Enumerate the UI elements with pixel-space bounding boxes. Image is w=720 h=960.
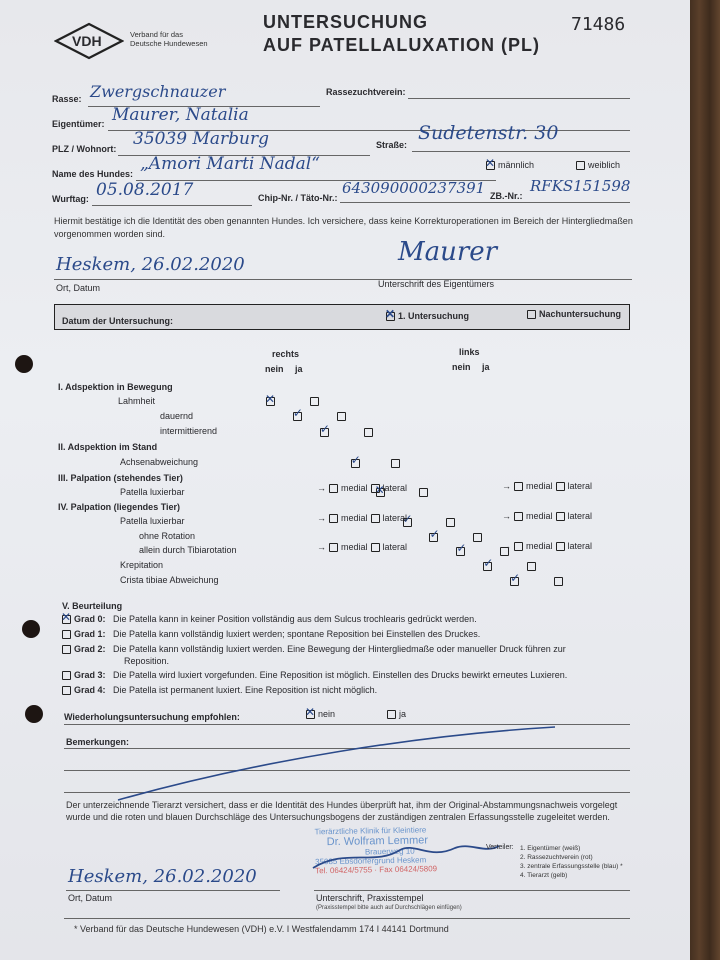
rechts-dauernd-ja[interactable] [337,412,346,421]
links-stehend-direction: → medial lateral [502,481,593,491]
rasse-label: Rasse: [52,94,82,104]
rechts-liegend-direction: → medial lateral [317,513,408,523]
repeat-ja-checkbox[interactable] [387,710,396,719]
rechts-krepitation-nein[interactable] [483,562,492,571]
punch-hole [22,620,40,638]
rechts-stehend-medial-checkbox[interactable] [329,484,338,493]
sex-male-option[interactable] [486,160,534,170]
repeat-nein-label: nein [318,709,336,719]
grade-1-text: Die Patella kann vollständig luxiert werden; spontane Reposition bei Einstellen des Druckes. [113,629,481,639]
grade-0-checkbox[interactable] [62,615,71,624]
medial-label: medial [341,513,368,523]
vet-declaration-text: Der unterzeichnende Tierarzt versichert, dass er die Identität des Hundes überprüft hat, ihm der Original-Abstammungsnachweis vorgelegt wurde und die roten und blauen Durchschläge des Untersuchungsbogens der zuständigen zentralen Erfassungsstelle zugeleitet werden. [66,800,618,822]
patella-liegend-label: Patella luxierbar [120,516,185,526]
grade-4-checkbox[interactable] [62,686,71,695]
repeat-nein-checkbox[interactable] [306,710,315,719]
rechts-crista-nein[interactable] [510,577,519,586]
rechts-stehend-lateral-checkbox[interactable] [371,484,380,493]
owner-confirmation-text: Hiermit bestätige ich die Identität des oben genannten Hundes. Ich versichere, dass keine Korrekturoperationen im Bereich der Hintergliedmaßen vorgenommen worden sind. [54,216,633,239]
male-checkbox[interactable] [486,161,495,170]
ohne-rotation-label: ohne Rotation [139,531,196,541]
stamp-line3: Brauerweg 10 [364,846,415,857]
owner-signature: Maurer [398,237,498,267]
plz-wohnort-label: PLZ / Wohnort: [52,144,117,154]
medial-label: medial [526,481,553,491]
grade-3-checkbox[interactable] [62,671,71,680]
verteiler-item: 1. Eigentümer (weiß) [520,845,581,852]
section-4-label: IV. Palpation (liegendes Tier) [58,502,181,512]
rechts-tibia-direction: → medial lateral [317,542,408,552]
medial-label: medial [341,483,368,493]
rechts-tibiarotation-nein[interactable] [456,547,465,556]
stamp-line1: Tierärztliche Klinik für Kleintiere [314,825,427,837]
punch-hole [25,705,43,723]
repeat-nein-option[interactable] [306,709,335,719]
strasse-label: Straße: [376,140,408,150]
intermittierend-label: intermittierend [160,426,218,436]
lateral-label: lateral [382,542,408,552]
tibiarotation-label: allein durch Tibiarotation [139,545,237,555]
vet-signature-note: (Praxisstempel bitte auch auf Durchschlägen einfügen) [316,905,462,911]
chip-label: Chip-Nr. / Täto-Nr.: [258,193,338,203]
exam-date-label: Datum der Untersuchung: [62,316,174,326]
links-stehend-medial-checkbox[interactable] [514,482,523,491]
rechts-stehend-direction: → medial lateral [317,483,408,493]
medial-label: medial [526,541,553,551]
repeat-ja-option[interactable] [387,709,406,719]
grade-0-label: Grad 0: [74,614,106,624]
title-line2: AUF PATELLALUXATION (PL) [263,35,540,55]
female-label: weiblich [588,160,621,170]
rechts-krepitation-ja[interactable] [527,562,536,571]
links-nein-header: nein [452,362,471,372]
grade-1-option[interactable] [62,629,480,639]
verteiler-item: 4. Tierarzt (gelb) [520,872,568,879]
grade-3-label: Grad 3: [74,670,106,680]
rechts-liegend-medial-checkbox[interactable] [329,514,338,523]
vet-place-date-label: Ort, Datum [68,893,113,903]
links-stehend-lateral-checkbox[interactable] [556,482,565,491]
rechts-ja-header: ja [295,364,303,374]
female-checkbox[interactable] [576,161,585,170]
eigentuemer-label: Eigentümer: [52,119,105,129]
strasse-value: Sudetenstr. 30 [418,122,559,144]
lateral-label: lateral [382,483,408,493]
vet-signature-label: Unterschrift, Praxisstempel [316,893,424,903]
first-exam-checkbox[interactable] [386,312,395,321]
grade-0-text: Die Patella kann in keiner Position vollständig aus dem Sulcus trochlearis gedrückt werden. [113,614,477,624]
owner-signature-label: Unterschrift des Eigentümers [378,279,495,289]
repeat-ja-label: ja [399,709,407,719]
rechts-patella-stehend-ja[interactable] [419,488,428,497]
plz-wohnort-value: 35039 Marburg [133,129,269,149]
stamp-line4: 35085 Ebsdorfergrund Heskem [314,855,427,867]
footer-address: * Verband für das Deutsche Hundewesen (VDH) e.V. I Westfalendamm 174 I 44141 Dortmund [74,924,449,934]
title-line1: UNTERSUCHUNG [263,12,428,32]
lahmheit-label: Lahmheit [118,396,156,406]
rechts-dauernd-nein[interactable] [293,412,302,421]
rasse-value: Zwergschnauzer [90,82,226,101]
rechts-crista-ja[interactable] [554,577,563,586]
logo-subtitle [130,30,208,48]
krepitation-label: Krepitation [120,560,164,570]
section-3-label: III. Palpation (stehendes Tier) [58,473,183,483]
grade-2-checkbox[interactable] [62,645,71,654]
follow-up-checkbox[interactable] [527,310,536,319]
rechts-tibia-medial-checkbox[interactable] [329,543,338,552]
form-title [263,11,540,57]
practice-stamp [314,825,470,890]
grade-3-option[interactable] [62,670,567,680]
vdh-logo [54,22,124,65]
lateral-label: lateral [567,511,593,521]
wooden-table-edge [686,0,720,960]
links-liegend-direction: → medial lateral [502,511,593,521]
hundename-value: „Amori Marti Nadal“ [140,154,320,174]
links-ja-header: ja [482,362,490,372]
first-exam-option[interactable] [386,311,469,321]
grade-1-checkbox[interactable] [62,630,71,639]
rechts-header: rechts [272,349,300,359]
rechts-liegend-lateral-checkbox[interactable] [371,514,380,523]
rechts-ohne-rotation-ja[interactable] [473,533,482,542]
lateral-label: lateral [567,541,593,551]
grade-2-text: Die Patella kann vollständig luxiert werden. Eine Bewegung der Hintergliedmaße oder manueller Druck führen zur [113,644,566,654]
follow-up-label: Nachuntersuchung [539,309,622,319]
grade-4-label: Grad 4: [74,685,106,695]
links-tibia-medial-checkbox[interactable] [514,542,523,551]
links-liegend-lateral-checkbox[interactable] [556,512,565,521]
rechts-tibia-lateral-checkbox[interactable] [371,543,380,552]
grade-2-label: Grad 2: [74,644,106,654]
rechts-patella-liegend-ja[interactable] [446,518,455,527]
grade-0-option[interactable] [62,614,477,624]
stamp-line2: Dr. Wolfram Lemmer [326,834,429,849]
links-tibia-direction: → medial lateral [502,541,593,551]
lateral-label: lateral [382,513,408,523]
zb-value: RFKS151598 [530,177,631,195]
owner-place-date-label: Ort, Datum [56,283,101,293]
achsenabweichung-label: Achsenabweichung [120,457,199,467]
owner-place-date-value: Heskem, 26.02.2020 [56,254,245,275]
grade-3-text: Die Patella wird luxiert vorgefunden. Eine Reposition ist möglich. Einstellen des Drucks bewirkt erneutes Luxieren. [113,670,568,680]
rechts-lahmheit-ja[interactable] [310,397,319,406]
section-1-label: I. Adspektion in Bewegung [58,382,173,392]
male-label: männlich [498,160,535,170]
rechts-lahmheit-nein[interactable] [266,397,275,406]
links-liegend-medial-checkbox[interactable] [514,512,523,521]
document-number: 71486 [571,14,626,35]
grade-4-text: Die Patella ist permanent luxiert. Eine Reposition ist nicht möglich. [113,685,378,695]
section-2-label: II. Adspektion im Stand [58,442,158,452]
chip-value: 643090000237391 [342,179,486,197]
grade-4-option[interactable] [62,685,377,695]
rechts-nein-header: nein [265,364,284,374]
repeat-exam-label: Wiederholungsuntersuchung empfohlen: [64,712,240,722]
medial-label: medial [341,542,368,552]
eigentuemer-value: Maurer, Natalia [112,105,249,125]
lateral-label: lateral [567,481,593,491]
grade-1-label: Grad 1: [74,629,106,639]
bemerkungen-label: Bemerkungen: [66,737,130,747]
logo-sub-line2: Deutsche Hundewesen [130,39,208,48]
verteiler-item: 2. Rassezuchtverein (rot) [520,854,593,861]
medial-label: medial [526,511,553,521]
rechts-ohne-rotation-nein[interactable] [429,533,438,542]
verteiler-list [520,844,623,880]
punch-hole [15,355,33,373]
vet-place-date-value: Heskem, 26.02.2020 [68,866,257,887]
dauernd-label: dauernd [160,411,194,421]
verteiler-item: 3. zentrale Erfassungsstelle (blau) * [520,863,623,870]
wurftag-label: Wurftag: [52,194,89,204]
patella-stehend-label: Patella luxierbar [120,487,185,497]
links-tibia-lateral-checkbox[interactable] [556,542,565,551]
hundename-label: Name des Hundes: [52,169,134,179]
follow-up-option[interactable] [527,309,621,319]
zb-label: ZB.-Nr.: [490,191,523,201]
first-exam-label: 1. Untersuchung [398,311,470,321]
logo-sub-line1: Verband für das [130,30,183,39]
verteiler-label: Verteiler: [486,844,514,851]
crista-label: Crista tibiae Abweichung [120,575,219,585]
grade-2-text-continued: Reposition. [124,656,170,666]
grade-2-option[interactable] [62,644,566,654]
links-header: links [459,347,480,357]
rechts-intermittierend-ja[interactable] [364,428,373,437]
rassezuchtverein-label: Rassezuchtverein: [326,87,406,97]
sex-female-option[interactable] [576,160,620,170]
beurteilung-title: V. Beurteilung [62,601,123,611]
rechts-intermittierend-nein[interactable] [320,428,329,437]
wurftag-value: 05.08.2017 [96,180,194,200]
logo-text: VDH [72,33,102,49]
rechts-achsen-nein[interactable] [351,459,360,468]
rechts-achsen-ja[interactable] [391,459,400,468]
stamp-line5: Tel. 06424/5755 · Fax 06424/5809 [315,864,438,876]
